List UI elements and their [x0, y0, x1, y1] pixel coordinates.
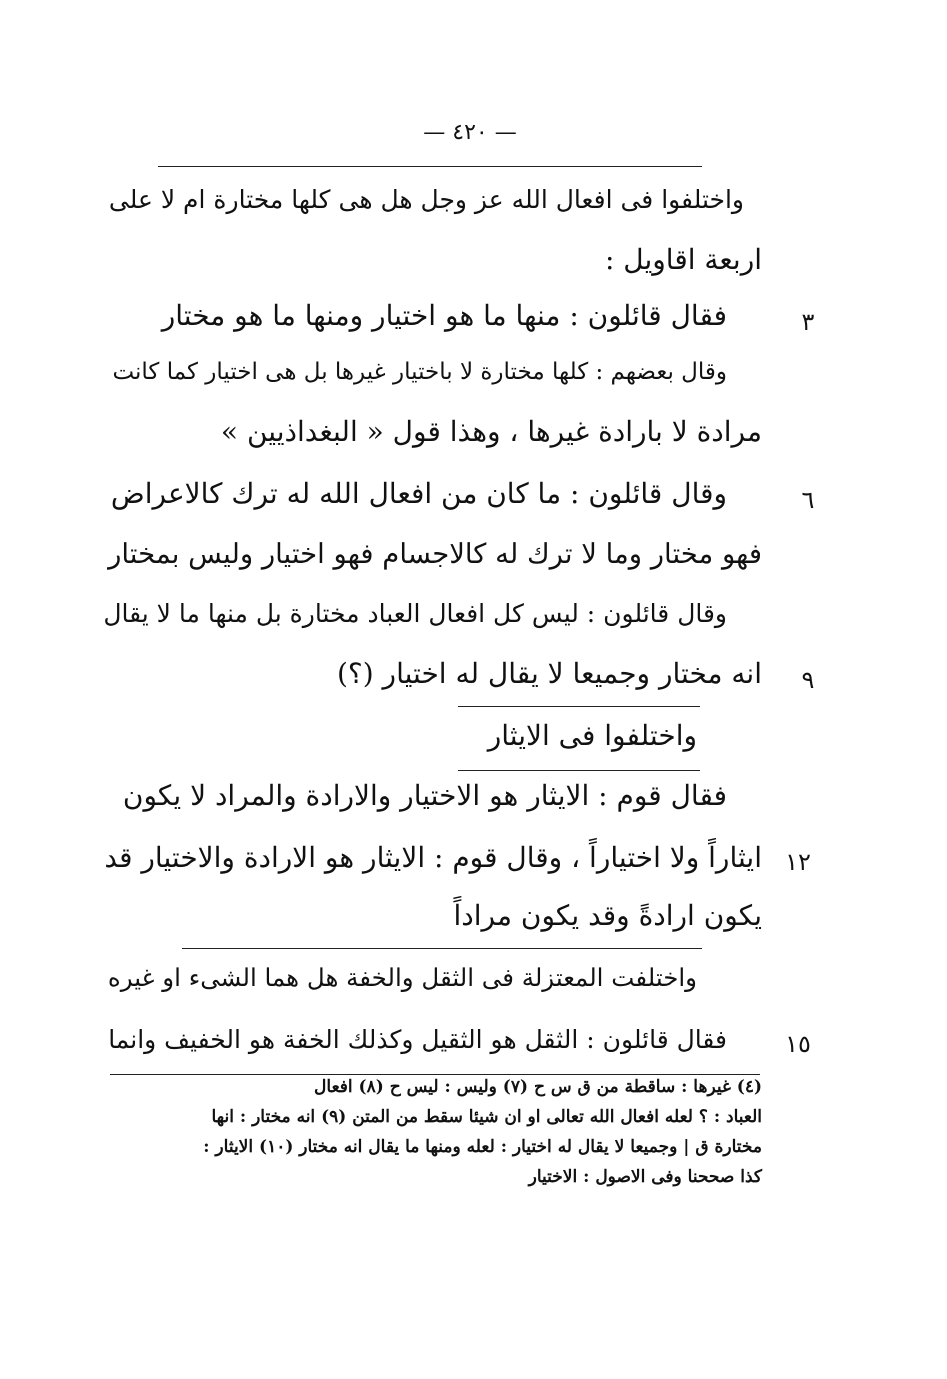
text-line: ايثاراً ولا اختياراً ، وقال قوم : الايثار هو الارادة والاختيار قد	[104, 841, 762, 874]
page-number: — ٤٢٠ —	[423, 120, 517, 145]
text-line: انه مختار وجميعا لا يقال له اختيار (؟)	[336, 657, 762, 690]
text-line: وقال قائلون : ما كان من افعال الله له ترك كالاعراض	[110, 477, 727, 510]
text-line: اربعة اقاويل :	[604, 243, 762, 276]
footnote-line: (٤) غيرها : ساقطة من ق س ح (٧) وليس : ليس ح (٨) افعال	[314, 1077, 762, 1097]
footnote-line: مختارة ق | وجميعا لا يقال له اختيار : لعله ومنها ما يقال انه مختار (١٠) الايثار :	[203, 1137, 762, 1157]
section-rule	[182, 948, 702, 949]
text-line: مرادة لا بارادة غيرها ، وهذا قول « البغداذيين »	[220, 415, 762, 448]
text-line: فهو مختار وما لا ترك له كالاجسام فهو اختيار وليس بمختار	[108, 538, 762, 570]
footnote-line: كذا صححنا وفى الاصول : الاختيار	[528, 1167, 762, 1187]
line-number: ١٢	[785, 848, 811, 876]
header-rule	[158, 166, 702, 167]
text-line: فقال قائلون : الثقل هو الثقيل وكذلك الخفة هو الخفيف وانما	[108, 1025, 727, 1054]
line-number: ٩	[801, 666, 815, 694]
text-line: فقال قوم : الايثار هو الاختيار والارادة والمراد لا يكون	[122, 779, 727, 812]
text-line: وقال قائلون : ليس كل افعال العباد مختارة بل منها ما لا يقال	[103, 599, 727, 628]
line-number: ٦	[801, 486, 815, 514]
section-rule	[458, 770, 700, 771]
footnote-line: العباد : ؟ لعله افعال الله تعالى او ان شيئا سقط من المتن (٩) انه مختار : انها	[211, 1107, 762, 1127]
section-heading: واختلفوا فى الايثار	[487, 719, 697, 752]
text-line: وقال بعضهم : كلها مختارة لا باختيار غيرها بل هى اختيار كما كانت	[112, 359, 727, 385]
section-rule	[458, 706, 700, 707]
text-line: فقال قائلون : منها ما هو اختيار ومنها ما هو مختار	[161, 299, 727, 332]
text-line: واختلفوا فى افعال الله عز وجل هل هى كلها مختارة ام لا على	[108, 185, 744, 214]
line-number: ٣	[801, 308, 815, 336]
section-heading: واختلفت المعتزلة فى الثقل والخفة هل هما الشىء او غيره	[107, 963, 697, 992]
text-line: يكون ارادةً وقد يكون مراداً	[453, 899, 762, 932]
line-number: ١٥	[785, 1030, 811, 1058]
